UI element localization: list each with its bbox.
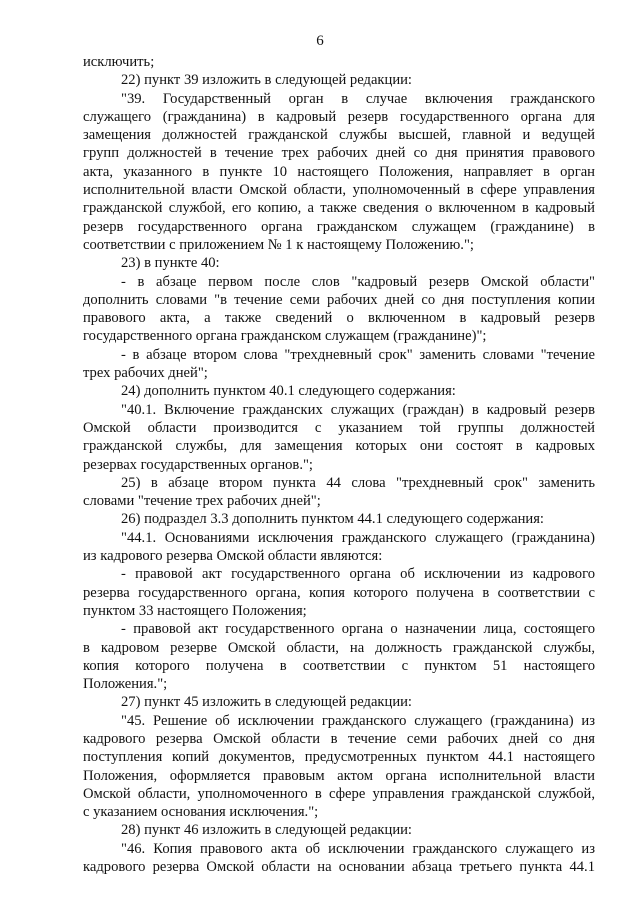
text-line: правового акта, а также сведений о включенном в кадровый резерв bbox=[83, 310, 595, 327]
text-line: резерва государственного органа, копия которого получена в соответствии с bbox=[83, 584, 595, 601]
text-line: трех рабочих дней"; bbox=[83, 365, 208, 382]
text-line: из кадрового резерва Омской области являются: bbox=[83, 548, 383, 565]
text-line: Положения."; bbox=[83, 676, 168, 693]
text-line: копия которого получена в соответствии с пунктом 51 настоящего bbox=[83, 657, 595, 674]
text-line: замещения должностей гражданской службы высшей, главной и ведущей bbox=[83, 127, 595, 144]
text-line: исключить; bbox=[83, 54, 155, 70]
text-line: - правовой акт государственного органа об исключении из кадрового bbox=[121, 566, 595, 583]
text-line: государственного органа гражданском служащем (гражданине)"; bbox=[83, 328, 487, 345]
text-line: "40.1. Включение гражданских служащих (граждан) в кадровый резерв bbox=[121, 401, 595, 418]
text-line: гражданской службы, для замещения которых они состоят в кадровых bbox=[83, 438, 595, 455]
text-line: резервах государственных органов."; bbox=[83, 456, 313, 473]
text-line: 22) пункт 39 изложить в следующей редакции: bbox=[121, 72, 412, 89]
text-line: акта, указанного в пункте 10 настоящего Положения, направляет в орган bbox=[83, 163, 595, 180]
text-line: - в абзаце втором слова "трехдневный срок" заменить словами "течение bbox=[121, 346, 595, 363]
text-line: служащего (гражданина) в кадровый резерв государственного органа для bbox=[83, 108, 595, 125]
text-line: "45. Решение об исключении гражданского служащего (гражданина) из bbox=[121, 712, 595, 729]
text-line: 24) дополнить пунктом 40.1 следующего содержания: bbox=[121, 383, 456, 400]
text-line: с указанием основания исключения."; bbox=[83, 804, 319, 821]
text-line: соответствии с приложением № 1 к настоящему Положению."; bbox=[83, 236, 474, 253]
text-line: поступления копий документов, предусмотренных пунктом 44.1 настоящего bbox=[83, 749, 595, 766]
text-line: пунктом 33 настоящего Положения; bbox=[83, 602, 307, 619]
page-number: 6 bbox=[316, 33, 324, 49]
text-line: гражданской службой, его копию, а также сведения о включенном в кадровый bbox=[83, 200, 595, 217]
text-line: "46. Копия правового акта об исключении гражданского служащего из bbox=[121, 840, 595, 857]
text-line: в кадровом резерве Омской области, на должность гражданской службы, bbox=[83, 639, 595, 656]
text-line: 27) пункт 45 изложить в следующей редакции: bbox=[121, 694, 412, 711]
document-body bbox=[83, 53, 595, 876]
text-line: Положения, оформляется правовым актом органа исполнительной власти bbox=[83, 767, 595, 784]
text-line: - правовой акт государственного органа о назначении лица, состоящего bbox=[121, 621, 595, 638]
text-line: 23) в пункте 40: bbox=[121, 255, 220, 272]
text-line: - в абзаце первом после слов "кадровый резерв Омской области" bbox=[121, 273, 595, 290]
text-line: исполнительной власти Омской области, уполномоченный в сфере управления bbox=[83, 182, 595, 199]
text-line: "44.1. Основаниями исключения гражданского служащего (гражданина) bbox=[121, 529, 595, 546]
text-line: дополнить словами "в течение семи рабочих дней со дня поступления копии bbox=[83, 291, 595, 308]
text-line: 26) подраздел 3.3 дополнить пунктом 44.1 следующего содержания: bbox=[121, 511, 544, 528]
text-line: групп должностей в течение трех рабочих дней со дня принятия правового bbox=[83, 145, 595, 162]
text-line: резерв государственного органа гражданском служащем (гражданине) в bbox=[83, 218, 595, 235]
text-line: Омской области, уполномоченного в сфере управления гражданской службой, bbox=[83, 785, 595, 802]
text-line: кадрового резерва Омской области на основании абзаца третьего пункта 44.1 bbox=[83, 859, 595, 876]
text-line: Омской области производится с указанием той группы должностей bbox=[83, 419, 595, 436]
text-line: 25) в абзаце втором пункта 44 слова "трехдневный срок" заменить bbox=[121, 474, 595, 491]
text-line: 28) пункт 46 изложить в следующей редакции: bbox=[121, 822, 412, 839]
text-line: словами "течение трех рабочих дней"; bbox=[83, 493, 321, 510]
text-line: кадрового резерва Омской области в течение семи рабочих дней со дня bbox=[83, 730, 595, 747]
text-line: "39. Государственный орган в случае включения гражданского bbox=[121, 90, 595, 107]
